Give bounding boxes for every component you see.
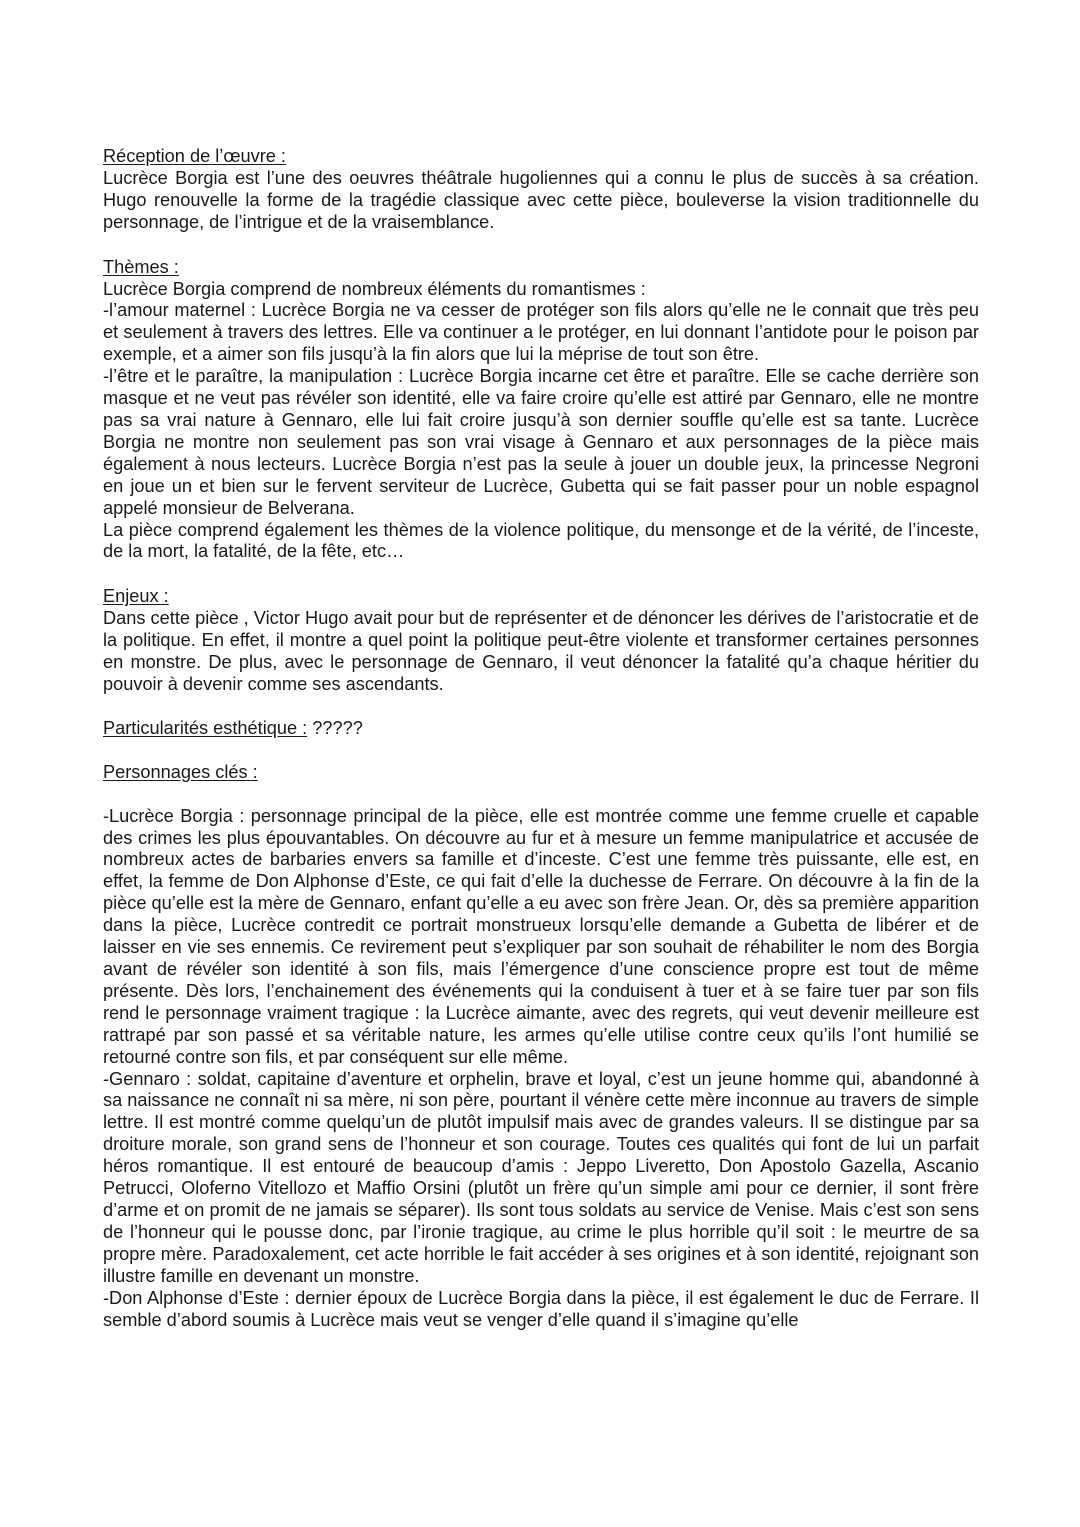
section-heading-personnages: Personnages clés :	[103, 761, 258, 782]
paragraph-themes-etre-paraitre: -l’être et le paraître, la manipulation : Lucrèce Borgia incarne cet être et paraître. Elle se cache derrière son masque et ne veut pas révéler son identité, elle va faire croire qu’elle est attiré par Gennaro, elle ne montre pas sa vrai nature à Gennaro, elle lui fait croire jusqu’à son dernier souffle qu’elle est sa tante. Lucrèce Borgia ne montre non seulement pas son vrai visage à Gennaro et aux personnages de la pièce mais également à nous lecteurs. Lucrèce Borgia n’est pas la seule à jouer un double jeux, la princesse Negroni en joue un et bien sur le fervent serviteur de Lucrèce, Gubetta qui se fait passer pour un noble espagnol appelé monsieur de Belverana.	[103, 366, 979, 518]
document-page	[103, 146, 979, 1331]
paragraph-themes-amour-maternel: -l’amour maternel : Lucrèce Borgia ne va cesser de protéger son fils alors qu’elle ne le connait que très peu et seulement à travers des lettres. Elle va continuer a le protéger, en lui donnant l’antidote pour le poison par exemple, et a aimer son fils jusqu’à la fin alors que lui la méprise de tout son être.	[103, 300, 979, 365]
section-heading-enjeux: Enjeux :	[103, 586, 169, 607]
spacer	[103, 563, 979, 586]
spacer	[103, 784, 979, 806]
paragraph-personnage-don-alphonse: -Don Alphonse d’Este : dernier époux de Lucrèce Borgia dans la pièce, il est également le duc de Ferrare. Il semble d’abord soumis à Lucrèce mais veut se venger d’elle quand il s’imagine qu’elle	[103, 1287, 979, 1330]
paragraph-enjeux: Dans cette pièce , Victor Hugo avait pour but de représenter et de dénoncer les dérives de l’aristocratie et de la politique. En effet, il montre a quel point la politique peut-être violente et transformer certaines personnes en monstre. De plus, avec le personnage de Gennaro, il veut dénoncer la fatalité qu’a chaque héritier du pouvoir à devenir comme ses ascendants.	[103, 608, 979, 694]
section-heading-particularites: Particularités esthétique :	[103, 717, 308, 738]
spacer	[103, 696, 979, 718]
paragraph-reception: Lucrèce Borgia est l’une des oeuvres théâtrale hugoliennes qui a connu le plus de succès à sa création. Hugo renouvelle la forme de la tragédie classique avec cette pièce, bouleverse la vision traditionnelle du personnage, de l’intrigue et de la vraisemblance.	[103, 167, 979, 232]
paragraph-themes-intro: Lucrèce Borgia comprend de nombreux éléments du romantismes :	[103, 278, 646, 299]
section-particularites	[103, 718, 979, 740]
particularites-placeholder: ?????	[307, 717, 363, 738]
spacer	[103, 234, 979, 257]
spacer	[103, 740, 979, 762]
paragraph-personnage-lucrece: -Lucrèce Borgia : personnage principal de la pièce, elle est montrée comme une femme cruelle et capable des crimes les plus épouvantables. On découvre au fur et à mesure un femme manipulatrice et accusée de nombreux actes de barbaries envers sa famille et d’inceste. C’est une femme très puissante, elle est, en effet, la femme de Don Alphonse d’Este, ce qui fait d’elle la duchesse de Ferrare. On découvre à la fin de la pièce qu’elle est la mère de Gennaro, enfant qu’elle a eu avec son frère Jean. Or, dès sa première apparition dans la pièce, Lucrèce contredit ce portrait monstrueux lorsqu’elle demande a Gubetta de libérer et de laisser en vie ses ennemis. Ce revirement peut s’expliquer par son souhait de réhabiliter le nom des Borgia avant de révéler son identité à son fils, mais l’émergence d’une conscience propre est tout de même présente. Dès lors, l’enchainement des événements qui la conduisent à tuer et à se faire tuer par son fils rend le personnage vraiment tragique : la Lucrèce aimante, avec des regrets, qui veut devenir meilleure est rattrapé par son passé et sa véritable nature, les armes qu’elle utilise contre ceux qu’ils l’ont humilié se retourné contre son fils, et par conséquent sur elle même.	[103, 805, 979, 1067]
section-heading-themes: Thèmes :	[103, 256, 179, 277]
paragraph-themes-autres: La pièce comprend également les thèmes de la violence politique, du mensonge et de la vérité, de l’inceste, de la mort, la fatalité, de la fête, etc…	[103, 519, 979, 562]
section-heading-reception: Réception de l’œuvre :	[103, 146, 286, 166]
paragraph-personnage-gennaro: -Gennaro : soldat, capitaine d’aventure et orphelin, brave et loyal, c’est un jeune homme qui, abandonné à sa naissance ne connaît ni sa mère, ni son père, pourtant il vénère cette mère inconnue au travers de simple lettre. Il est montré comme quelqu’un de plutôt impulsif mais avec de grandes valeurs. Il se distingue par sa droiture morale, son grand sens de l’honneur et son courage. Toutes ces qualités qui font de lui un parfait héros romantique. Il est entouré de beaucoup d’amis : Jeppo Liveretto, Don Apostolo Gazella, Ascanio Petrucci, Oloferno Vitellozo et Maffio Orsini (plutôt un frère qu’un simple ami pour ce dernier, il sont frère d’arme et on promit de ne jamais se séparer). Ils sont tous soldats au service de Venise. Mais c’est son sens de l’honneur qui le pousse donc, par l’ironie tragique, au crime le plus horrible qu’il soit : le meurtre de sa propre mère. Paradoxalement, cet acte horrible le fait accéder à ses origines et à son identité, rejoignant son illustre famille en devenant un monstre.	[103, 1068, 979, 1286]
